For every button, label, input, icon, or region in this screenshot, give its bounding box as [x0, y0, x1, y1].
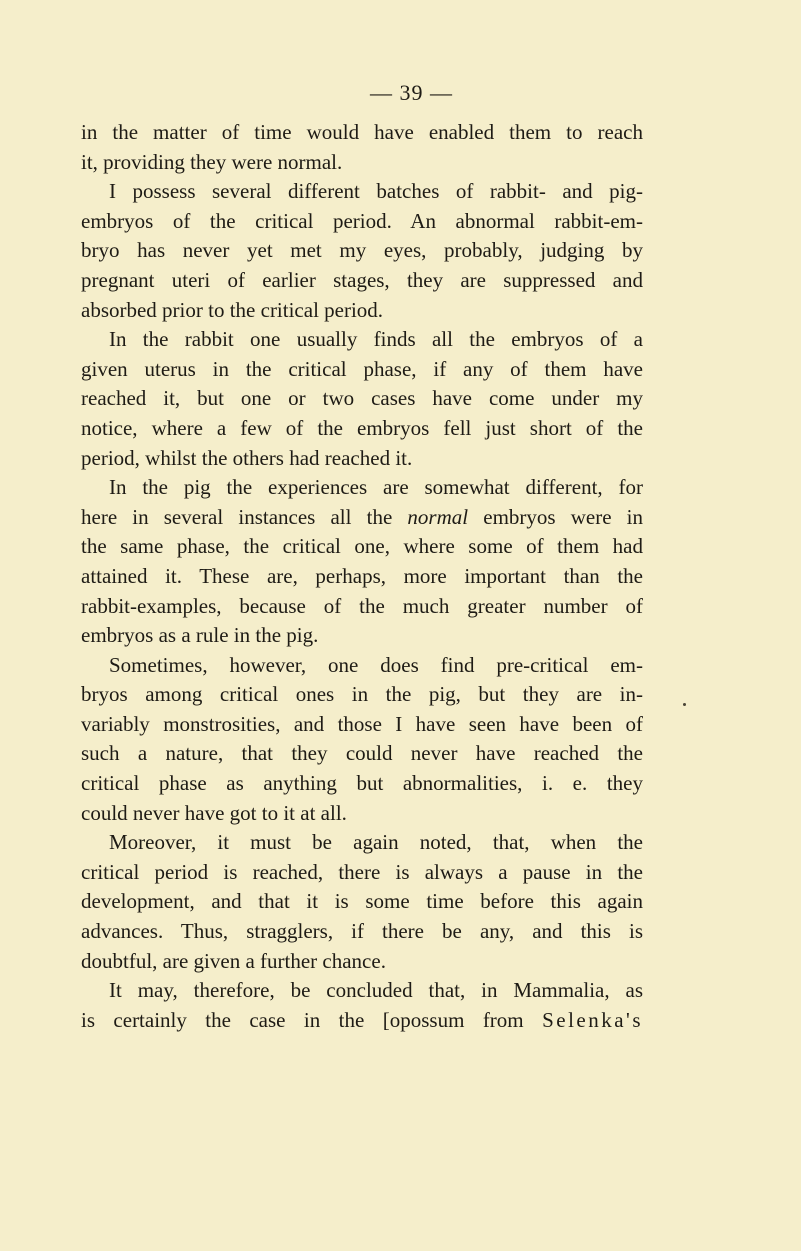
emphasis-normal: normal — [407, 504, 469, 529]
text-segment: embryos were in — [468, 504, 643, 529]
text-line: period, whilst the others had reached it. — [81, 445, 413, 470]
body-text — [81, 118, 643, 1035]
text-line: In the rabbit one usually finds all the embryos of a — [109, 327, 643, 352]
text-line: bryo has never yet met my eyes, probably, judging by — [81, 238, 643, 263]
text-line: critical phase as anything but abnormalities, i. e. they — [81, 771, 643, 796]
paper-speck — [683, 703, 686, 706]
text-segment: here in several instances all the — [81, 504, 408, 529]
text-line: embryos of the critical period. An abnormal rabbit-em- — [81, 208, 643, 233]
text-line: absorbed prior to the critical period. — [81, 297, 384, 322]
text-line: such a nature, that they could never have reached the — [81, 741, 643, 766]
text-line: development, and that it is some time before this again — [81, 889, 643, 914]
text-segment: is certainly the case in the [opossum from — [81, 1007, 543, 1032]
text-line: pregnant uteri of earlier stages, they are suppressed and — [81, 267, 643, 292]
text-line: it, providing they were normal. — [81, 149, 343, 174]
text-line: could never have got to it at all. — [81, 800, 347, 825]
text-line: notice, where a few of the embryos fell just short of the — [81, 415, 643, 440]
text-line: attained it. These are, perhaps, more important than the — [81, 563, 643, 588]
text-line: Sometimes, however, one does find pre-critical em- — [109, 652, 643, 677]
text-line: embryos as a rule in the pig. — [81, 623, 319, 648]
text-line — [81, 503, 643, 533]
text-line: Moreover, it must be again noted, that, when the — [109, 830, 643, 855]
text-line: the same phase, the critical one, where some of them had — [81, 534, 643, 559]
text-line — [81, 1006, 643, 1036]
text-line: critical period is reached, there is always a pause in the — [81, 859, 643, 884]
text-line: doubtful, are given a further chance. — [81, 948, 386, 973]
text-line: rabbit-examples, because of the much greater number of — [81, 593, 643, 618]
text-line: It may, therefore, be concluded that, in Mammalia, as — [109, 978, 643, 1003]
page-number: — 39 — — [370, 80, 453, 105]
text-line: advances. Thus, stragglers, if there be any, and this is — [81, 919, 643, 944]
text-line: bryos among critical ones in the pig, but they are in- — [81, 682, 643, 707]
author-name-spaced: Selenka's — [542, 1007, 643, 1032]
text-line: I possess several different batches of rabbit- and pig- — [109, 179, 643, 204]
text-line: variably monstrosities, and those I have seen have been of — [81, 711, 643, 736]
text-line: In the pig the experiences are somewhat different, for — [109, 475, 643, 500]
text-line: given uterus in the critical phase, if any of them have — [81, 356, 643, 381]
text-line: reached it, but one or two cases have come under my — [81, 386, 643, 411]
text-line: in the matter of time would have enabled them to reach — [81, 120, 643, 144]
